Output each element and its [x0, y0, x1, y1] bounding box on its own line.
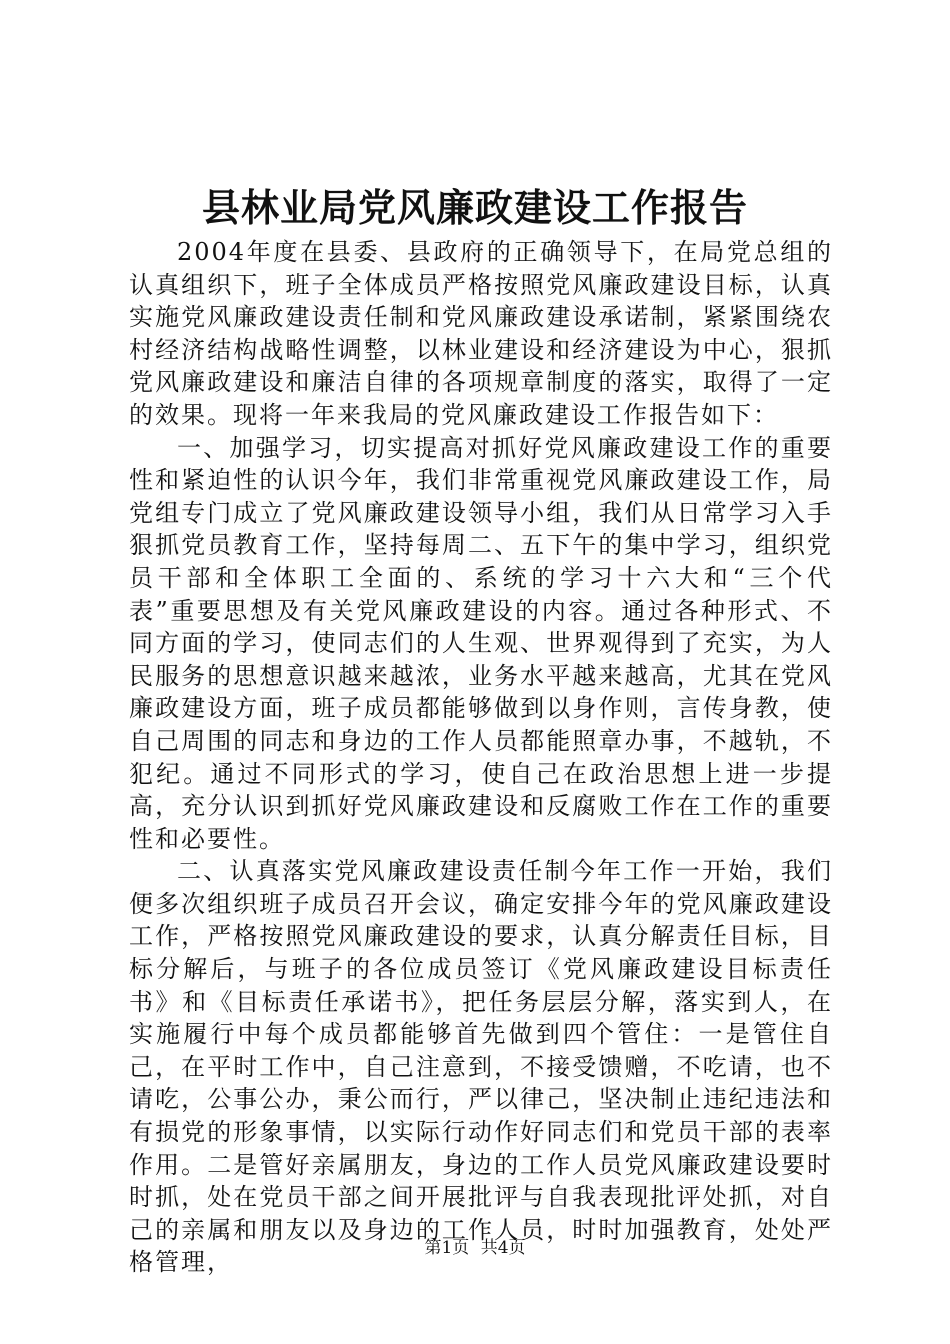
page-number: 第1页: [424, 1238, 470, 1258]
paragraph-section-2: 二、认真落实党风廉政建设责任制今年工作一开始，我们便多次组织班子成员召开会议，确定安排今年的党风廉政建设工作，严格按照党风廉政建设的要求，认真分解责任目标，目标分解后，与班子的各位成员签订《党风廉政建设目标责任书》和《目标责任承诺书》，把任务层层分解，落实到人，在实施履行中每个成员都能够首先做到四个管住：一是管住自己，在平时工作中，自己注意到，不接受馈赠，不吃请，也不请吃，公事公办，秉公而行，严以律己，坚决制止违纪违法和有损党的形象事情，以实际行动作好同志们和党员干部的表率作用。二是管好亲属朋友，身边的工作人员党风廉政建设要时时抓，处在党员干部之间开展批评与自我表现批评处抓，对自己的亲属和朋友以及身边的工作人员，时时加强教育，处处严格管理，: [129, 857, 833, 1277]
page-footer: [0, 1236, 950, 1260]
page-total: 共4页: [480, 1238, 526, 1258]
document-body: [129, 236, 833, 1279]
paragraph-section-1: 一、加强学习，切实提高对抓好党风廉政建设工作的重要性和紧迫性的认识今年，我们非常重视党风廉政建设工作，局党组专门成立了党风廉政建设领导小组，我们从日常学习入手狠抓党员教育工作，坚持每周二、五下午的集中学习，组织党员干部和全体职工全面的、系统的学习十六大和“三个代表”重要思想及有关党风廉政建设的内容。通过各种形式、不同方面的学习，使同志们的人生观、世界观得到了充实，为人民服务的思想意识越来越浓，业务水平越来越高，尤其在党风廉政建设方面，班子成员都能够做到以身作则，言传身教，使自己周围的同志和身边的工作人员都能照章办事，不越轨，不犯纪。通过不同形式的学习，使自己在政治思想上进一步提高，充分认识到抓好党风廉政建设和反腐败工作在工作的重要性和必要性。: [129, 433, 833, 853]
document-title: 县林业局党风廉政建设工作报告: [201, 185, 748, 230]
paragraph-intro: 2004年度在县委、县政府的正确领导下，在局党总组的认真组织下，班子全体成员严格按照党风廉政建设目标，认真实施党风廉政建设责任制和党风廉政建设承诺制，紧紧围绕农村经济结构战略性调整，以林业建设和经济建设为中心，狠抓党风廉政建设和廉洁自律的各项规章制度的落实，取得了一定的效果。现将一年来我局的党风廉政建设工作报告如下：: [129, 238, 833, 429]
